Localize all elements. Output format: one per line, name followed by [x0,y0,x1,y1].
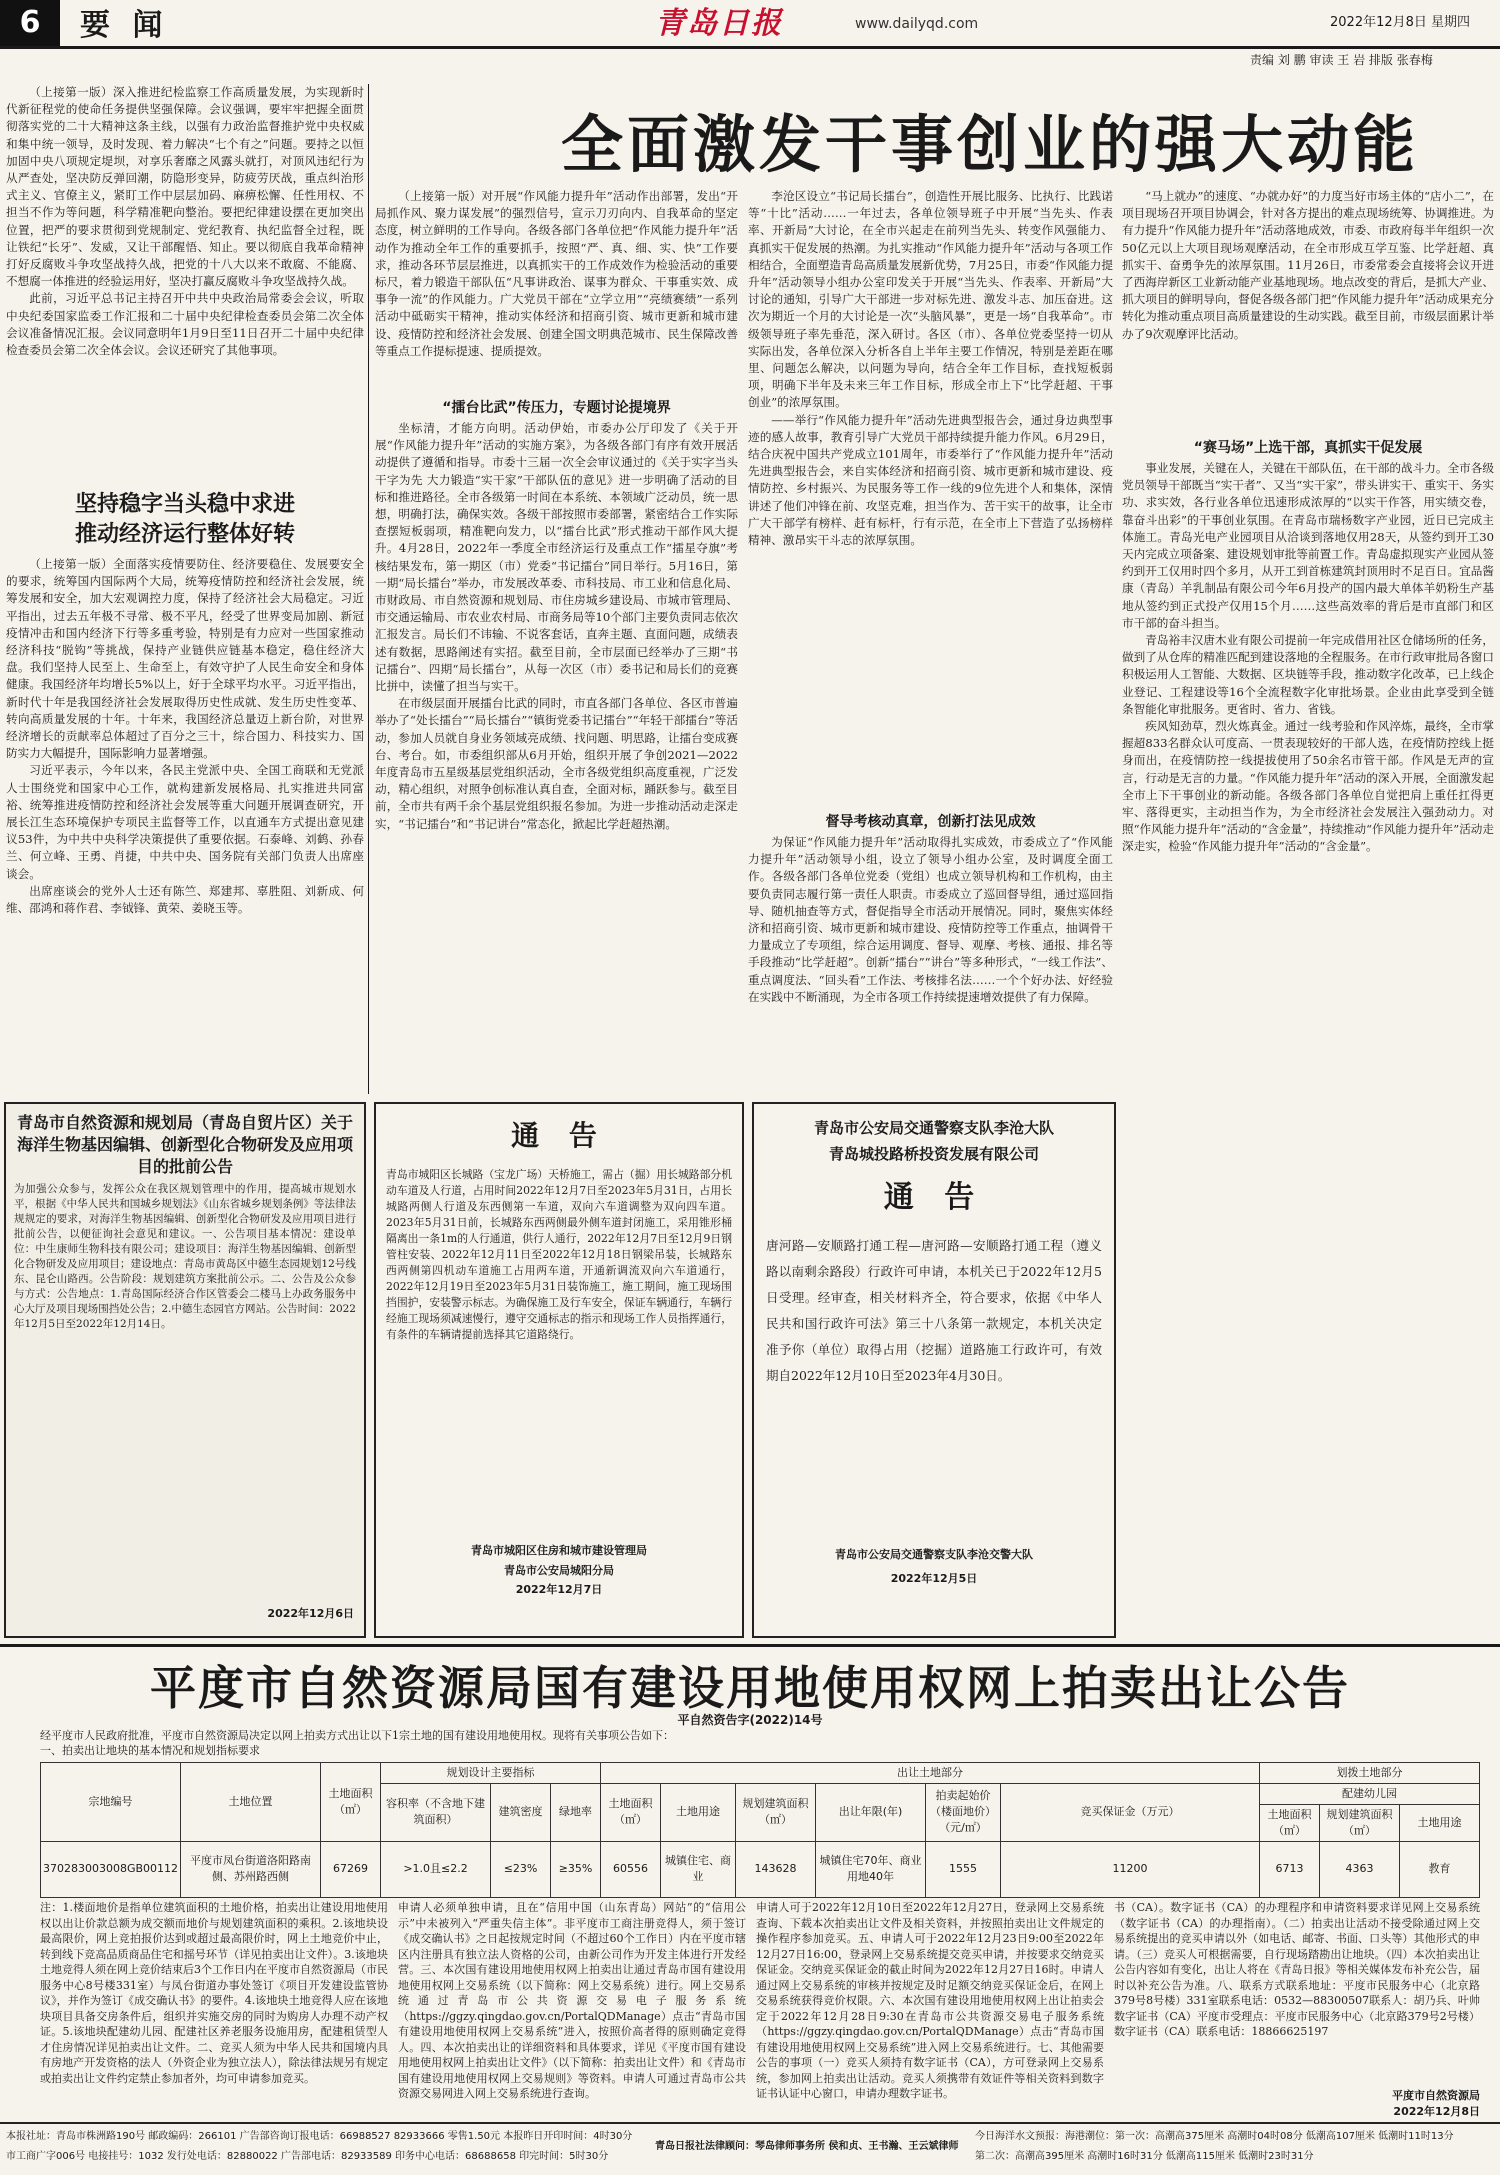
land-auction-body-col4: 书（CA）。数字证书（CA）的办理程序和申请资料要求详见网上交易系统（数字证书（CA）的办理指南）。（二）拍卖出让活动不接受除通过网上交易系统提出的竞买申请以外（如电话、邮寄、书面、口头等）其他形式的申请。（三）竞买人可根据需要，自行现场踏勘出让地块。（四）本次拍卖出让公告内容如有变化，出让人将在《青岛日报》等相关媒体发布补充公告，届时以补充公告为准。八、联系方式联系地址：平度市民服务中心（北京路379号8号楼）331室联系电话：0532—88300507联系人：胡乃兵、叶帅数字证书（CA）平度市受理点：平度市民服务中心（北京路379号2号楼）数字证书（CA）联系电话：18866625197 [1114,1901,1480,2038]
notice-traffic-title: 通 告 [883,1179,985,1215]
paragraph: 疾风知劲草，烈火炼真金。通过一线考验和作风淬炼，最终，全市掌握超833名群众认可度高、一贯表现较好的干部人选，在疫情防控线上挺身而出，在疫情防控一线提拔使用了50余名市管干部。作风是无声的宣言，行动是无言的力量。“作风能力提升年”活动的深入开展，全面激发起全市上下干事创业的新动能。各级各部门各单位自觉把肩上重任扛得更牢、落得更实，主动担当作为，为全市经济社会发展注入强劲动力。对照“作风能力提升年”活动的“含金量”，持续推动“作风能力提升年”活动走深走实，检验“作风能力提升年”活动的“含金量”。 [1122,719,1494,854]
notice-traffic-issuer1: 青岛市公安局交通警察支队李沧大队 [813,1119,1054,1137]
notice-planning-body: 为加强公众参与，发挥公众在我区规划管理中的作用，提高城市规划水平，根据《中华人民共和国城乡规划法》《山东省城乡规划条例》等法律法规规定的要求，对海洋生物基因编辑、创新型化合物研发及应用项目进行批前公告，以便征询社会意见和建议。一、公告项目基本情况：建设单位：中生康师生物科技有限公司；建设项目：海洋生物基因编辑、创新型化合物研发及应用项目；建设地点：青岛市黄岛区中德生态园规划12号线东、昆仑山路西。公告阶段：规划建筑方案批前公示。二、公告及公众参与方式：公告地点：1.青岛国际经济合作区管委会二楼马上办政务服务中心大厅及项目现场围挡处公告；2.中德生态园官方网站。公告时间：2022年12月5日至2022年12月14日。 [14,1183,356,1330]
article-col4-part1 [1122,188,1494,431]
th-green: 绿地率 [551,1783,601,1841]
table-row [41,1841,1480,1897]
footer-tide-2: 第二次：高潮高395厘米 高潮时16时31分 低潮高115厘米 低潮时23时31分 [975,2151,1314,2162]
land-auction-intro: 经平度市人民政府批准，平度市自然资源局决定以网上拍卖方式出让以下1宗土地的国有建设用地使用权。现将有关事项公告如下： [40,1729,674,1742]
land-auction-title: 平度市自然资源局国有建设用地使用权网上拍卖出让公告 [150,1661,1350,1715]
th-sell-area: 土地面积（㎡） [601,1783,661,1841]
column-divider [368,84,369,1094]
th-far: 容积率（不含地下建筑面积） [381,1783,491,1841]
paragraph: 此前，习近平总书记主持召开中共中央政治局常委会会议，听取中央纪委国家监委工作汇报和二十届中央纪律检查委员会第二次全体会议准备情况汇报。会议同意明年1月9日至11日召开二十届中央纪律检查委员会第二次全体会议。会议还研究了其他事项。 [6,291,364,358]
td-far: >1.0且≤2.2 [381,1841,491,1897]
paragraph: 坐标清，才能方向明。活动伊始，市委办公厅印发了《关于开展“作风能力提升年”活动的实施方案》，为各级各部门有序有效开展活动提供了遵循和指导。市委十三届一次全会审议通过的《关于实字当头干字为先 大力锻造“实干家”干部队伍的意见》进一步明确了活动的目标和推进路径。全市各级第一时间在本系统、本领域广泛动员，统一思想，明确打法，确保实效。各级干部按照市委部署，紧密结合工作实际查摆短板弱项，精准靶向发力，以“擂台比武”形式推动干部作风大提升。4月28日，2022年一季度全市经济运行及重点工作“擂星夺旗”考核结果发布，第一期区（市）党委“书记擂台”同日举行。5月16日，第一期“局长擂台”举办，市发展改革委、市科技局、市工业和信息化局、市财政局、市自然资源和规划局、市住房城乡建设局、市城市管理局、市交通运输局、市农业农村局、市商务局等10个部门主要负责同志依次汇报发言。局长们不讳输、不说客套话，直奔主题、直面问题，成绩表述有数据，思路阐述有实招。截至目前，全市层面已经举办了三期“书记擂台”、四期“局长擂台”，从每一次区（市）委书记和局长们的竞赛比拼中，读懂了担当与实干。 [375,421,738,694]
notice-planning [4,1102,366,1638]
td-bond: 11200 [1001,1841,1260,1897]
subheading-racecourse: “赛马场”上选干部，真抓实干促发展 [1193,440,1423,456]
footer-contacts: 市工商广字006号 电接挂号：1032 发行处电话：82880022 广告部电话：82933589 印务中心电话：68688658 印完时间：5时30分 [6,2151,609,2162]
th-plan: 规划设计主要指标 [381,1763,601,1784]
td-alloc-build: 4363 [1320,1841,1400,1897]
subheadline-economy: 坚持稳字当头稳中求进 推动经济运行整体好转 [74,492,295,547]
th-price: 拍卖起始价（楼面地价）（元/㎡） [926,1783,1001,1841]
th-density: 建筑密度 [491,1783,551,1841]
land-auction-date: 2022年12月8日 [1393,2105,1480,2118]
paragraph: 事业发展，关键在人，关键在干部队伍，在干部的战斗力。全市各级党员领导干部既当“实干者”、又当“实干家”，带头讲实干、重实干、务实功、求实效，各行业各单位迅速形成浓厚的“以实干作答，用实绩交卷，靠奋斗出彩”的干事创业氛围。在青岛市瑞杨数字产业园，近日已完成主体施工。青岛光电产业园项目从洽谈到落地仅用28天，从签约到开工30天内完成立项备案、建设规划审批等前置工作。青岛虚拟现实产业园从签约到开工仅用时四个多月，从开工到首栋建筑封顶用时不足百日。宜品酱康（青岛）羊乳制品有限公司今年6月投产的国内最大单体羊奶粉生产基地从签约到正式投产仅用15个月……这些高效率的背后是市直部门和区市干部的奋斗担当。 [1122,461,1494,630]
footer [0,2122,1500,2175]
paragraph: 出席座谈会的党外人士还有陈竺、郑建邦、辜胜阻、刘新成、何维、邵鸿和蒋作君、李钺锋、黄荣、姜晓玉等。 [6,883,364,916]
th-area: 土地面积（㎡） [321,1763,381,1842]
subheading-contest: “擂台比武”传压力，专题讨论提境界 [442,400,671,416]
paragraph: 李沧区设立“书记局长擂台”，创造性开展比服务、比执行、比践诺等“十比”活动……一年过去，各单位领导班子中开展“当先头、作表率、开新局”大讨论，在全市兴起走在前列当先头、转变作风强能力、真抓实干促发展的热潮。为扎实推动“作风能力提升年”活动与各项工作相结合，全面塑造青岛高质量发展新优势，7月25日，市委“作风能力提升年”活动领导小组办公室印发关于开展“当先头、作表率、开新局”大讨论的通知，引导广大干部进一步对标先进、激发斗志、加压奋进。这次为期近一个月的大讨论是一次“头脑风暴”，更是一场“自我革命”。市级领导班子率先垂范，深入研讨。各区（市）、各单位党委坚持一切从实际出发，各单位深入分析各自上半年主要工作情况，特别是差距在哪里、问题怎么解决，以问题为导向，结合全年工作目标，查找短板弱项，明确下半年及未来三年工作目标，形成全市上下“比学赶超、干事创业”的浓厚氛围。 [748,189,1113,410]
th-bond: 竞买保证金（万元） [1001,1783,1260,1841]
th-alloc-area: 土地面积（㎡） [1260,1804,1320,1841]
th-alloc-build: 规划建筑面积（㎡） [1320,1804,1400,1841]
article-col3-part1 [748,188,1113,808]
th-location: 土地位置 [181,1763,321,1842]
page-number: 6 [0,0,60,46]
footer-legal: 青岛日报社法律顾问：琴岛律师事务所 侯和贞、王书瀚、王云斌律师 [655,2141,959,2152]
land-auction-number: 平自然资告字(2022)14号 [677,1713,823,1727]
land-info-table [40,1762,1480,1898]
notice-planning-date: 2022年12月6日 [267,1607,354,1620]
article-col2-part1 [375,188,738,393]
td-price: 1555 [926,1841,1001,1897]
td-density: ≤23% [491,1841,551,1897]
paragraph: 习近平表示，今年以来，各民主党派中央、全国工商联和无党派人士围绕党和国家中心工作，就构建新发展格局、扎实推进共同富裕、统筹推进疫情防控和经济社会发展等重大问题开展调查研究，开展长江生态环境保护专项民主监督等工作，以直通车方式提出意见建议53件，为中共中央科学决策提供了重要依据。石泰峰、刘鹤、孙春兰、何立峰、王勇、肖捷，中共中央、国务院有关部门负责人出席座谈会。 [6,763,364,881]
td-use: 城镇住宅、商业 [661,1841,736,1897]
article-col4-part2 [1122,460,1494,1640]
notice-traffic-body: 唐河路—安顺路打通工程—唐河路—安顺路打通工程（遵义路以南剩余路段）行政许可申请，本机关已于2022年12月5日受理。经审查，相关材料齐全，符合要求，依据《中华人民共和国行政许可法》第三十八条第一款规定，本机关决定准予你（单位）取得占用（挖掘）道路施工行政许可，有效期自2022年12月10日至2023年4月30日。 [766,1238,1102,1383]
notice-chengyang-signer1: 青岛市城阳区住房和城市建设管理局 [471,1543,647,1557]
land-table-wrapper [40,1762,1480,1898]
th-alloc: 划拨土地部分 [1260,1763,1480,1784]
td-location: 平度市凤台街道洛阳路南侧、苏州路西侧 [181,1841,321,1897]
notice-chengyang-title: 通 告 [511,1119,607,1152]
notice-traffic-date: 2022年12月5日 [890,1571,978,1585]
article-col1-part2 [6,556,364,1096]
notice-chengyang-date: 2022年12月7日 [515,1583,603,1597]
notice-chengyang-body: 青岛市城阳区长城路（宝龙广场）天桥施工，需占（掘）用长城路部分机动车道及人行道，占用时间2022年12月7日至2023年5月31日，占用长城路两侧人行道及东西侧第一车道，双向六车道调整为双向四车道。2023年5月31日前，长城路东西两侧最外侧车道封闭施工，采用锥形桶隔离出一条1m的人行通道，供行人通行，2022年12月7日至12月9日钢管柱安装、2022年12月11日至2022年12月18日钢梁吊装，长城路东西两侧第四机动车道施工占用两车道，开通新调流双向六车道通行，2022年12月19日至2023年5月31日装饰施工，施工期间，施工现场围挡围护，安装警示标志。为确保施工及行车安全，保证车辆通行，车辆行经施工现场须减速慢行，遵守交通标志的指示和现场工作人员指挥通行，有条件的车辆请提前选择其它道路绕行。 [386,1167,732,1341]
article-col2-part2 [375,420,738,1096]
notice-traffic-issuer2: 青岛城投路桥投资发展有限公司 [828,1144,1039,1163]
article-col3-part2 [748,834,1113,1096]
land-auction-body-col3: 申请人可于2022年12月10日至2022年12月27日，登录网上交易系统查询、下载本次拍卖出让文件及相关资料，并按照拍卖出让文件规定的操作程序参加竞买。五、申请人可于2022年12月23日9:00至2022年12月27日16:00，登录网上交易系统提交竞买申请，并按要求交纳竞买保证金。交纳竞买保证金的截止时间为2022年12月27日16时。申请人通过网上交易系统的审核并按规定及时足额交纳竞买保证金后，在网上交易系统获得竞价权限。六、本次国有建设用地使用权网上出让拍卖会定于2022年12月28日9:30在青岛市公共资源交易电子服务系统（https://ggzy.qingdao.gov.cn/PortalQDManage）点击“青岛市国有建设用地使用权网上交易系统”进入网上交易系统进行。七、其他需要公告的事项（一）竞买人须持有数字证书（CA），方可登录网上交易系统，参加网上拍卖出让活动。竞买人须携带有效证件等相关资料到数字证书认证中心窗口，申请办理数字证书。 [756,1901,1104,2100]
paragraph: （上接第一版）深入推进纪检监察工作高质量发展，为实现新时代新征程党的使命任务提供坚强保障。会议强调，要牢牢把握全面贯彻落实党的二十大精神这条主线，以强有力政治监督推护党中央权威和集中统一领导，及时发现、着力解决“七个有之”问题。要持之以恒加固中央八项规定堤坝，对享乐奢靡之风露头就打，对顶风违纪行为从严查处，坚决防反弹回潮，防隐形变异，防疲劳厌战，重点纠治形式主义、官僚主义，紧盯工作中层层加码、麻痹松懈、任性用权、不担当不作为等问题，科学精准靶向整治。要把纪律建设摆在更加突出位置，把严的要求贯彻到党规制定、党纪教育、执纪监督全过程，既让铁纪“长牙”、发威，又让干部醒悟、知止。要以彻底自我革命精神打好反腐败斗争攻坚战持久战，把党的十八大以来不敢腐、不能腐、不想腐一体推进的经验运用好，坚决打赢反腐败斗争攻坚战持久战。 [6,85,364,289]
td-build-area: 143628 [736,1841,816,1897]
notice-traffic-signer: 青岛市公安局交通警察支队李沧交警大队 [835,1548,1033,1561]
th-sell: 出让土地部分 [601,1763,1260,1784]
issue-date: 2022年12月8日 星期四 [1330,15,1471,30]
land-auction-signer: 平度市自然资源局 [1392,2089,1480,2102]
td-term: 城镇住宅70年、商业用地40年 [816,1841,926,1897]
paragraph: 在市级层面开展擂台比武的同时，市直各部门各单位、各区市普遍举办了“处长擂台”“局长擂台”“镇街党委书记擂台”“年轻干部擂台”等活动，参加人员就自身业务领域亮成绩、找问题、明思路，让擂台变成赛台、考台。如，市委组织部从6月开始，组织开展了争创2021—2022年度青岛市五星级基层党组织活动，全市各级党组织高度重视，广泛发动，精心组织，对照争创标准认真自查，全面对标，踊跃参与。截至目前，全市共有两千余个基层党组织报名参加。为进一步推动活动走深走实，“书记擂台”和“书记讲台”常态化，掀起比学赶超热潮。 [375,696,738,831]
subheading-supervision: 督导考核动真章，创新打法见成效 [825,814,1036,830]
website-url[interactable]: www.dailyqd.com [855,16,979,32]
th-term: 出让年限(年) [816,1783,926,1841]
footer-address: 本报社址：青岛市株洲路190号 邮政编码：266101 广告部咨询订报电话：66988527 82933666 零售1.50元 本报昨日开印时间：4时30分 [6,2131,633,2142]
th-code: 宗地编号 [41,1763,181,1842]
section-title: 要 闻 [80,8,169,43]
land-auction-section1: 一、拍卖出让地块的基本情况和规划指标要求 [40,1744,260,1757]
notice-planning-title: 青岛市自然资源和规划局（青岛自贸片区）关于海洋生物基因编辑、创新型化合物研发及应用项目的批前公告 [16,1113,353,1176]
editors-line: 责编 刘 鹏 审读 王 岩 排版 张春梅 [1250,53,1433,67]
paragraph: 为保证“作风能力提升年”活动取得扎实成效，市委成立了“作风能力提升年”活动领导小组，设立了领导小组办公室，及时调度全面工作。各级各部门各单位党委（党组）也成立领导机构和工作机构，由主要负责同志履行第一责任人职责。市委成立了巡回督导组，通过巡回指导、随机抽查等方式，督促指导全市活动开展情况。同时，聚焦实体经济和招商引资、城市更新和城市建设、疫情防控等工作重点，抽调骨干力量成立了专项组，综合运用调度、督导、观摩、考核、通报、排名等手段推动“比学赶超”。创新“擂台”“讲台”等多种形式，“一线工作法”、重点调度法、“回头看”工作法、考核排名法……一个个好办法、好经验在实践中不断涌现，为全市各项工作持续提速增效提供了有力保障。 [748,835,1113,1004]
paragraph: 青岛裕丰汉唐木业有限公司提前一年完成借用社区仓储场所的任务，做到了从仓库的精准匹配到建设落地的全程服务。在市行政审批局各窗口积极运用人工智能、大数据、区块链等手段，推动数字化改革，已上线企业登记、工程建设等16个全流程数字化审批场景。企业由此享受到全链条智能化审批服务。更省时、省力、省钱。 [1122,633,1494,716]
th-use: 土地用途 [661,1783,736,1841]
paragraph: ——举行“作风能力提升年”活动先进典型报告会，通过身边典型事迹的感人故事，教育引导广大党员干部持续提升能力作风。6月29日，结合庆祝中国共产党成立101周年，市委举行了“作风能力提升年”活动先进典型报告会，来自实体经济和招商引资、城市更新和城市建设、疫情防控、乡村振兴、为民服务等工作一线的9位先进个人和集体，深情讲述了他们冲锋在前、攻坚克难，担当作为、苦干实干的故事，让全市广大干部学有榜样、赶有标杆，行有示范，在全市上下营造了弘扬榜样精神、激昂实干斗志的浓厚氛围。 [748,412,1113,548]
land-auction-body-col1: 注：1.楼面地价是指单位建筑面积的土地价格，拍卖出让建设用地使用权以出让价款总额为成交额而地价与规划建筑面积的乘积。2.该地块设最高限价，网上竞拍报价达到或超过最高限价时，网上土地竞价中止，转到线下竞高品质商品住宅和摇号环节（详见拍卖出让文件）。3.该地块土地竞得人须在网上竞价结束后3个工作日内在平度市自然资源局（市民服务中心8号楼331室）与凤台街道办事处签订《项目开发建设监管协议》，并作为签订《成交确认书》的要件。4.该地块土地竞得人应在该地块项目具备交房条件后，组织并实施交房的同时为购房人办理不动产权证。5.该地块配建幼儿园、配建社区养老服务设施用房，配建租赁型人才住房情况详见拍卖出让文件。二、竞买人须为中华人民共和国境内具有房地产开发资格的法人（外资企业为独立法人），除法律法规另有规定或拍卖出让文件约定禁止参加者外，均可申请参加竞买。 [40,1901,388,2085]
main-headline: 全面激发干事创业的强大动能 [560,108,1419,181]
paragraph: “马上就办”的速度、“办就办好”的力度当好市场主体的“店小二”，在项目现场召开项目协调会，针对各方提出的难点现场统筹、协调推进。为有力提升“作风能力提升年”活动落地成效，市委、市政府每半年组织一次50亿元以上大项目现场观摩活动，在全市形成互学互鉴、比学赶超、真抓实干、奋勇争先的浓厚氛围。11月26日，市委常委会直接将会议开进了西海岸新区工业新动能产业基地现场。地点改变的背后，是抓大产业、抓大项目的鲜明导向，督促各级各部门把“作风能力提升年”活动成果充分转化为推动重点项目高质量建设的生动实践。截至目前，市级层面累计举办了9次观摩评比活动。 [1122,189,1494,341]
footer-tide-1: 今日海洋水文预报：海港潮位：第一次：高潮高375厘米 高潮时04时08分 低潮高107厘米 低潮时11时13分 [975,2131,1454,2142]
notice-traffic [752,1102,1116,1638]
td-sell-area: 60556 [601,1841,661,1897]
td-alloc-area: 6713 [1260,1841,1320,1897]
th-school: 配建幼儿园 [1260,1783,1480,1804]
th-build-area: 规划建筑面积（㎡） [736,1783,816,1841]
notice-chengyang-signer2: 青岛市公安局城阳分局 [504,1563,614,1577]
newspaper-logo: 青岛日报 [655,6,783,41]
td-green: ≥35% [551,1841,601,1897]
td-alloc-use: 教育 [1400,1841,1480,1897]
paragraph: （上接第一版）全面落实疫情要防住、经济要稳住、发展要安全的要求，统筹国内国际两个大局，统筹疫情防控和经济社会发展，统筹发展和安全，加大宏观调控力度，保持了经济社会大局稳定。习近平指出，过去五年极不寻常、极不平凡，经受了世界变局加剧、新冠疫情冲击和国内经济下行等多重考验，特别是有力应对一些国家推动经济科技“脱钩”等挑战，保持产业链供应链基本稳定，稳住经济大盘。我们坚持人民至上、生命至上，有效守护了人民生命安全和身体健康。我国经济年均增长5%以上，好于全球平均水平。习近平指出，新时代十年是我国经济社会发展取得历史性成就、发生历史性变革、转向高质量发展的十年。十年来，我国经济总量迈上新台阶，对世界经济增长的贡献率总体超过了百分之三十，综合国力、科技实力、国防实力大幅提升，国际影响力显著增强。 [6,557,364,761]
td-code: 370283003008GB00112 [41,1841,181,1897]
td-area: 67269 [321,1841,381,1897]
article-col1-part1 [6,84,364,462]
paragraph: （上接第一版）对开展“作风能力提升年”活动作出部署，发出“开局抓作风、聚力谋发展”的强烈信号，宣示刀刃向内、自我革命的坚定态度，树立鲜明的工作导向。各级各部门各单位把“作风能力提升年”活动作为推动全年工作的重要抓手，按照“严、真、细、实、快”工作要求，推动各环节层层推进，以真抓实干的工作成效作为检验活动的重要标尺，着力锻造干部队伍“凡事讲政治、谋事为群众、干事重实效、成事争一流”的作风能力。广大党员干部在“立学立用”“亮绩赛绩”一系列活动中砥砺实干精神，推动实体经济和招商引资、城市更新和城市建设、疫情防控和经济社会发展、创建全国文明典范城市、民生保障改善等重点工作提标提速、提质提效。 [375,189,738,358]
land-auction-body-col2: 申请人必须单独申请，且在“信用中国（山东青岛）网站”的“信用公示”中未被列入“严重失信主体”。非平度市工商注册竞得人，须于签订《成交确认书》之日起按规定时间（不超过60个工作日）内在平度市辖区内注册具有独立法人资格的公司，由新公司作为开发主体进行开发经营。三、本次国有建设用地使用权网上拍卖出让通过青岛市国有建设用地使用权网上交易系统（以下简称：网上交易系统）进行。网上交易系统通过青岛市公共资源交易电子服务系统（https://ggzy.qingdao.gov.cn/PortalQDManage）点击“青岛市国有建设用地使用权网上交易系统”进入，按照价高者得的原则确定竞得人。四、本次拍卖出让的详细资料和具体要求，详见《平度市国有建设用地使用权网上拍卖出让文件》（以下简称：拍卖出让文件）和《青岛市国有建设用地使用权网上交易规则》等资料。申请人可通过青岛市公共资源交易网进入网上交易系统进行查询。 [398,1901,746,2100]
th-alloc-use: 土地用途 [1400,1804,1480,1841]
ad-top-rule [0,1644,1500,1647]
notice-chengyang [374,1102,744,1638]
header-rule [0,46,1500,49]
